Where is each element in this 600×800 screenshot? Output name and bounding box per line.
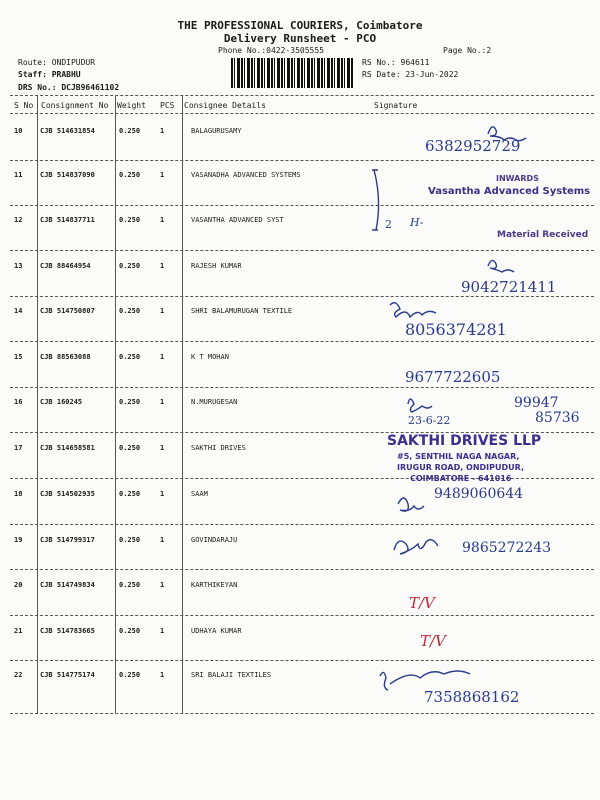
- cell-pcs: 1: [160, 627, 165, 635]
- cell-consignment: CJB 88563088: [40, 353, 91, 361]
- cell-consignment: CJB 514502935: [40, 490, 95, 498]
- signature-mark-r13: [488, 260, 514, 272]
- cell-consignee: KARTHIKEYAN: [191, 581, 238, 589]
- cell-consignment: CJB 160245: [40, 398, 83, 406]
- signature-r12: H-: [410, 216, 424, 229]
- cell-sno: 16: [14, 398, 23, 406]
- cell-sno: 19: [14, 536, 23, 544]
- col-header-consignee: Consignee Details: [184, 101, 266, 110]
- phone-handwritten-r10: 6382952729: [425, 137, 521, 155]
- sakthi-stamp-address3: COIMBATORE - 641016: [410, 474, 512, 483]
- col-header-sno: S No: [14, 101, 34, 110]
- cell-consignee: SAKTHI DRIVES: [191, 444, 246, 452]
- phone-handwritten-r18: 9489060644: [434, 486, 524, 502]
- cell-sno: 11: [14, 171, 23, 179]
- cell-consignee: GOVINDARAJU: [191, 536, 238, 544]
- sakthi-stamp-address2: IRUGUR ROAD, ONDIPUDUR,: [397, 463, 524, 472]
- cell-sno: 10: [14, 127, 23, 135]
- rs-number: RS No.: 964611: [362, 58, 430, 67]
- cell-pcs: 1: [160, 490, 165, 498]
- signature-mark-r18: [398, 498, 424, 511]
- cell-pcs: 1: [160, 671, 165, 679]
- cell-consignment: CJB 514837711: [40, 216, 95, 224]
- cell-pcs: 1: [160, 262, 165, 270]
- signature-mark-r19: [394, 540, 438, 554]
- phone-handwritten-r19: 9865272243: [462, 540, 552, 556]
- cell-pcs: 1: [160, 444, 165, 452]
- cell-sno: 21: [14, 627, 23, 635]
- cell-weight: 0.250: [119, 398, 141, 406]
- cell-consignment: CJB 514749834: [40, 581, 95, 589]
- cell-consignee: RAJESH KUMAR: [191, 262, 242, 270]
- material-received-stamp: Material Received: [497, 230, 589, 240]
- phone-handwritten-r22: 7358868162: [424, 688, 520, 706]
- cell-weight: 0.250: [119, 216, 141, 224]
- cell-sno: 13: [14, 262, 23, 270]
- cell-weight: 0.250: [119, 444, 141, 452]
- cell-consignee: VASANTHA ADVANCED SYST: [191, 216, 284, 224]
- cell-consignment: CJB 514775174: [40, 671, 95, 679]
- cell-pcs: 1: [160, 581, 165, 589]
- sakthi-stamp-address1: #5, SENTHIL NAGA NAGAR,: [397, 452, 520, 461]
- col-header-consignment: Consignment No: [41, 101, 109, 110]
- cell-consignment: CJB 514631854: [40, 127, 95, 135]
- phone-handwritten-r16b: 85736: [535, 410, 580, 426]
- cell-consignment: CJB 514783665: [40, 627, 95, 635]
- signature-mark-r16: [408, 399, 432, 412]
- cell-pcs: 1: [160, 536, 165, 544]
- cell-weight: 0.250: [119, 490, 141, 498]
- note-handwritten-r21: T/V: [420, 632, 446, 650]
- cell-consignee: SAAM: [191, 490, 208, 498]
- signature-mark-r14: [390, 303, 436, 317]
- cell-sno: 22: [14, 671, 23, 679]
- cell-consignee: UDHAYA KUMAR: [191, 627, 242, 635]
- inwards-company-stamp: Vasantha Advanced Systems: [428, 186, 591, 197]
- document-subtitle: Delivery Runsheet - PCO: [223, 32, 377, 45]
- inwards-stamp: INWARDS: [496, 174, 539, 183]
- cell-weight: 0.250: [119, 127, 141, 135]
- cell-consignee: VASANADHA ADVANCED SYSTEMS: [191, 171, 301, 179]
- cell-consignment: CJB 514658581: [40, 444, 95, 452]
- note-handwritten-r20: T/V: [409, 594, 435, 612]
- cell-consignment: CJB 514799317: [40, 536, 95, 544]
- phone-handwritten-r14: 8056374281: [405, 320, 507, 339]
- cell-consignee: SHRI BALAMURUGAN TEXTILE: [191, 307, 293, 315]
- route-label: Route: ONDIPUDUR: [18, 58, 96, 67]
- cell-sno: 17: [14, 444, 23, 452]
- cell-weight: 0.250: [119, 536, 141, 544]
- drs-number: DRS No.: DCJB96461102: [18, 83, 120, 92]
- circled-number-r12: 2: [385, 218, 392, 231]
- phone-handwritten-r16a: 99947: [514, 395, 559, 411]
- bracket-mark: [372, 170, 379, 230]
- phone-number: Phone No.:0422-3505555: [218, 46, 324, 55]
- cell-weight: 0.250: [119, 581, 141, 589]
- col-header-weight: Weight: [117, 101, 146, 110]
- cell-weight: 0.250: [119, 627, 141, 635]
- cell-consignee: N.MURUGESAN: [191, 398, 238, 406]
- document-title: THE PROFESSIONAL COURIERS, Coimbatore: [177, 19, 423, 32]
- phone-handwritten-r15: 9677722605: [405, 368, 501, 386]
- cell-weight: 0.250: [119, 353, 141, 361]
- cell-weight: 0.250: [119, 671, 141, 679]
- cell-sno: 12: [14, 216, 23, 224]
- cell-weight: 0.250: [119, 262, 141, 270]
- page-number: Page No.:2: [443, 46, 492, 55]
- sakthi-drives-stamp: SAKTHI DRIVES LLP: [387, 433, 542, 449]
- cell-pcs: 1: [160, 216, 165, 224]
- cell-consignment: CJB 514837090: [40, 171, 95, 179]
- col-header-signature: Signature: [374, 101, 418, 110]
- cell-sno: 20: [14, 581, 23, 589]
- cell-pcs: 1: [160, 398, 165, 406]
- col-header-pcs: PCS: [160, 101, 175, 110]
- cell-pcs: 1: [160, 353, 165, 361]
- cell-consignee: BALAGURUSAMY: [191, 127, 242, 135]
- cell-pcs: 1: [160, 127, 165, 135]
- staff-label: Staff: PRABHU: [18, 70, 81, 79]
- cell-pcs: 1: [160, 307, 165, 315]
- rs-date: RS Date: 23-Jun-2022: [362, 70, 459, 79]
- phone-handwritten-r13: 9042721411: [461, 278, 557, 296]
- cell-sno: 18: [14, 490, 23, 498]
- cell-weight: 0.250: [119, 171, 141, 179]
- cell-consignee: K T MOHAN: [191, 353, 229, 361]
- cell-consignment: CJB 88464954: [40, 262, 91, 270]
- cell-pcs: 1: [160, 171, 165, 179]
- cell-sno: 15: [14, 353, 23, 361]
- cell-weight: 0.250: [119, 307, 141, 315]
- cell-consignment: CJB 514750807: [40, 307, 95, 315]
- cell-consignee: SRI BALAJI TEXTILES: [191, 671, 272, 679]
- date-handwritten-r16: 23-6-22: [408, 414, 451, 427]
- cell-sno: 14: [14, 307, 23, 315]
